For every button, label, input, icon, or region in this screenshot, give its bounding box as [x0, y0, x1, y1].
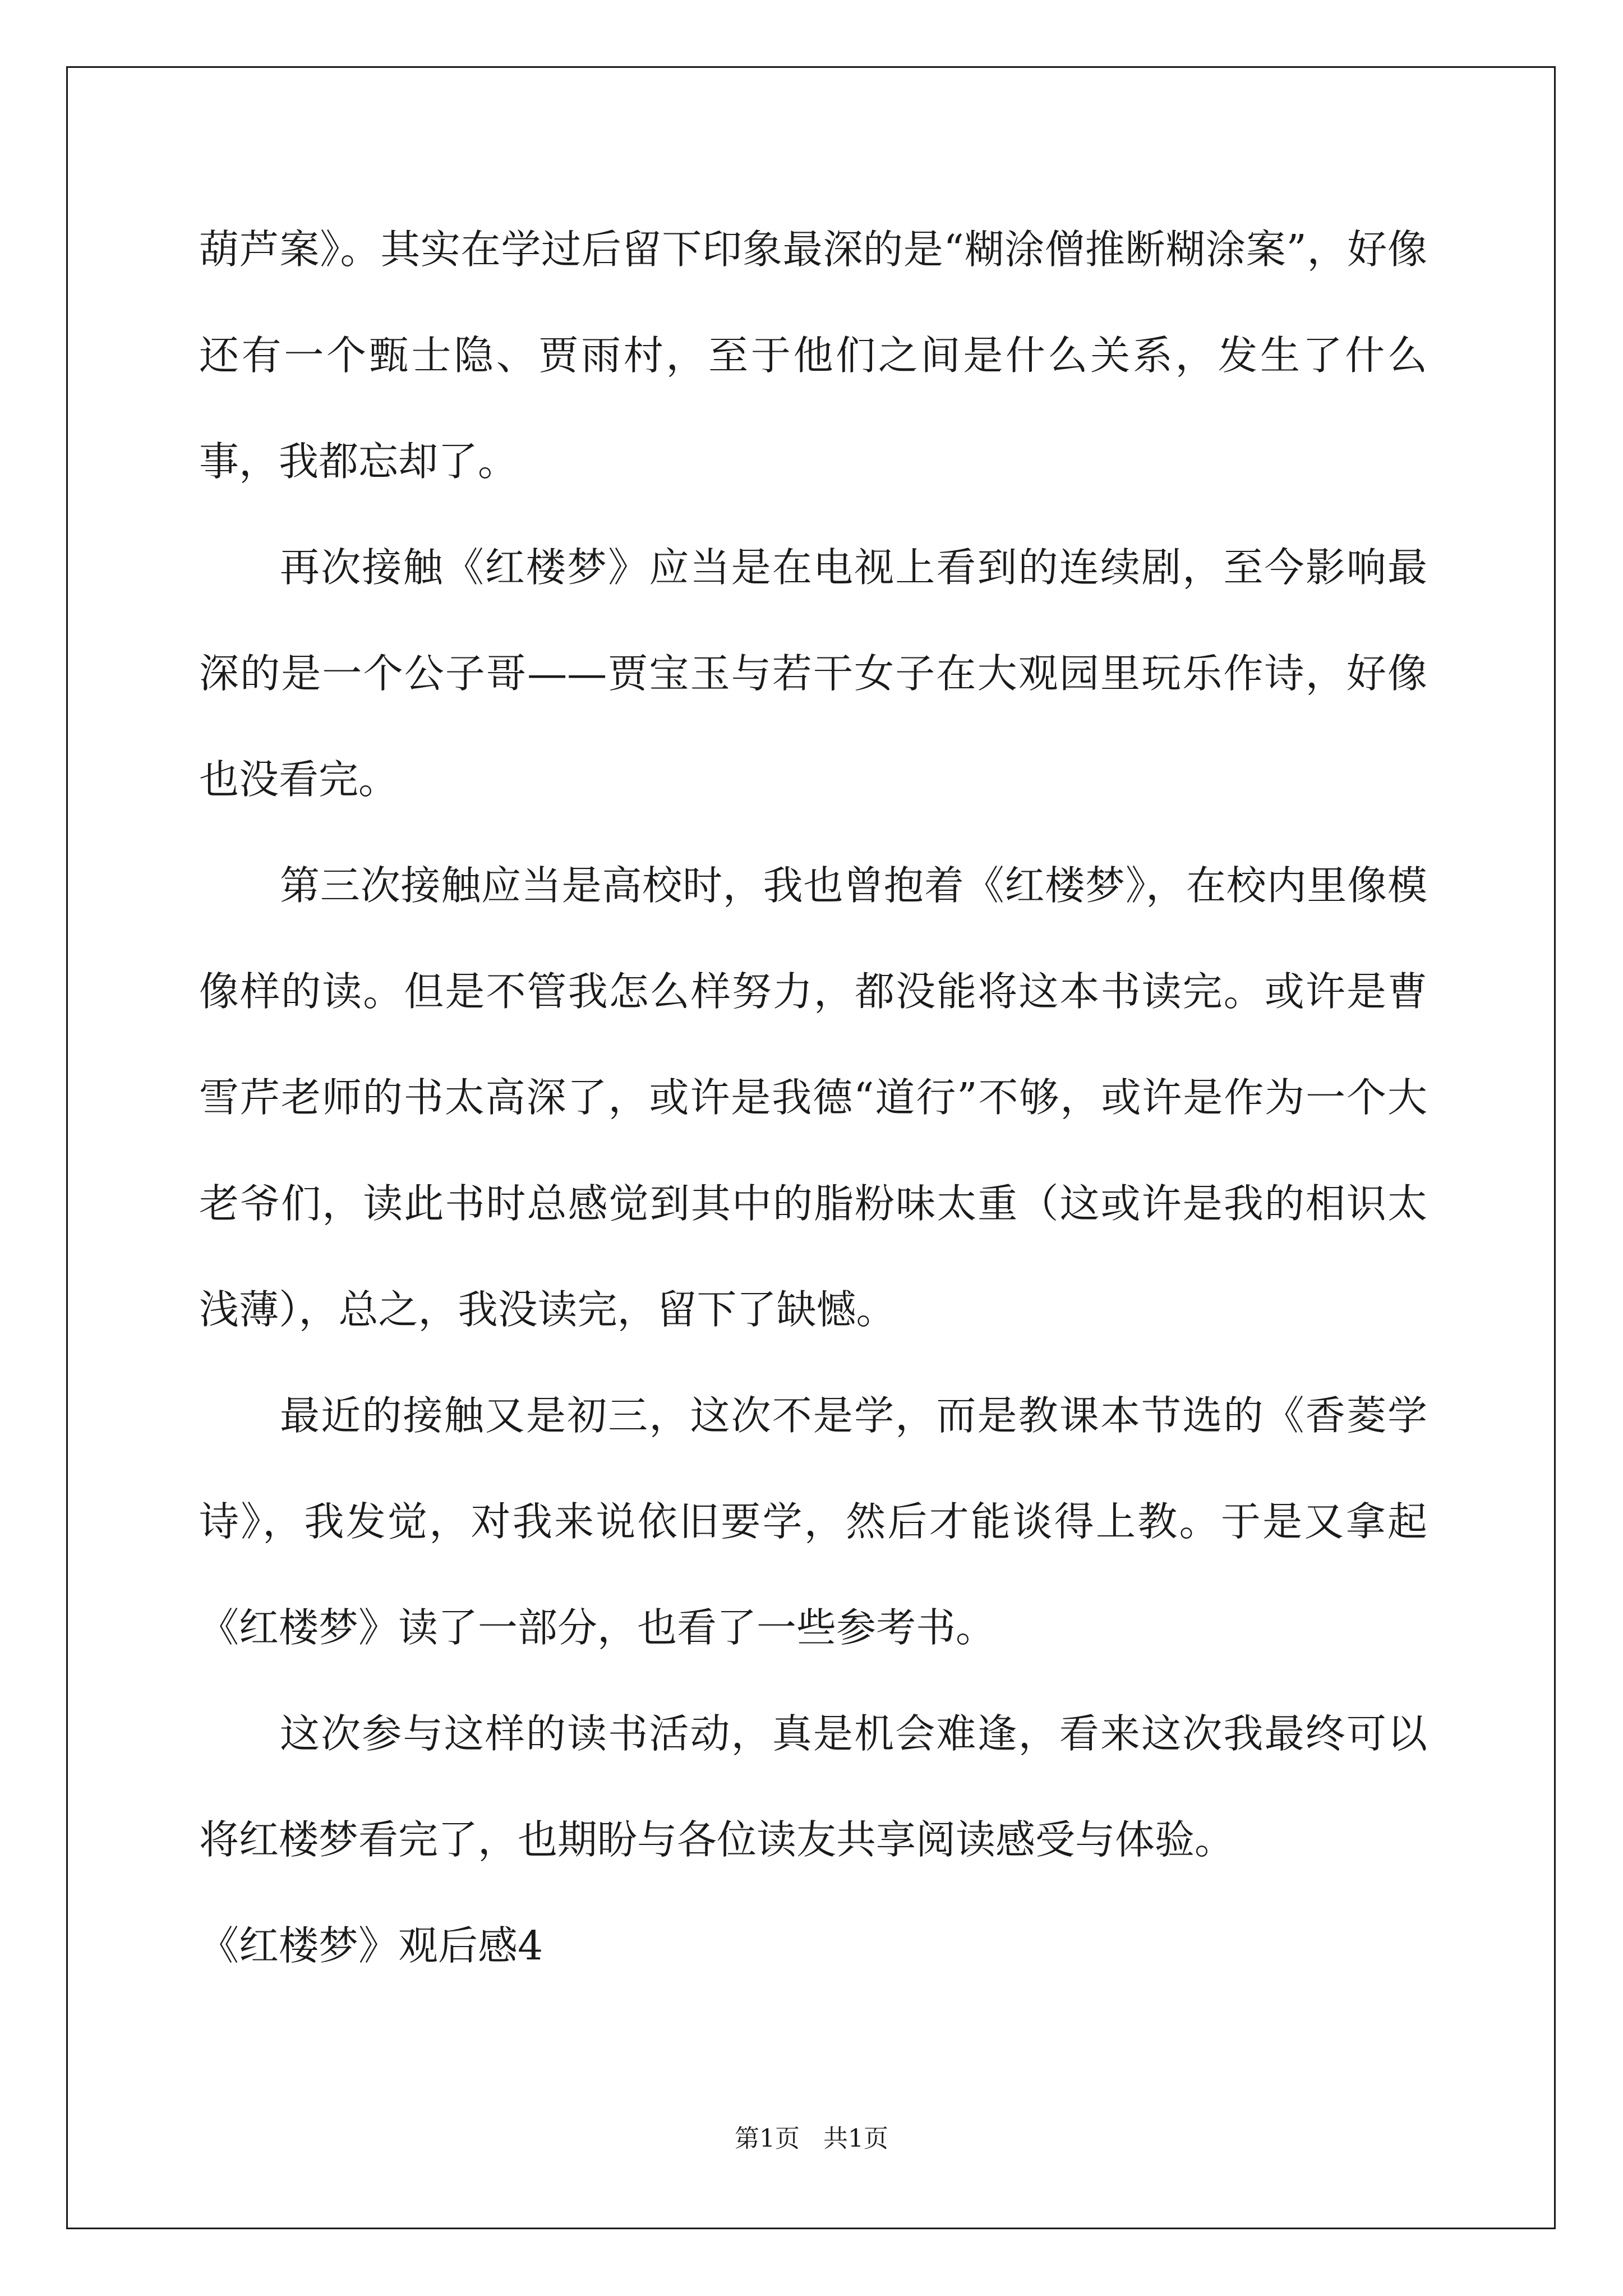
paragraph-reading-activity: 这次参与这样的读书活动，真是机会难逢，看来这次我最终可以将红楼梦看完了，也期盼与各位读友共享阅读感受与体验。	[199, 1710, 1427, 1863]
paragraph-university: 第三次接触应当是高校时，我也曾抱着《红楼梦》，在校内里像模像样的读。但是不管我怎么样努力，都没能将这本书读完。或许是曹雪芹老师的书太高深了，或许是我德“道行”不够，或许是作为一个大老爷们，读此书时总感觉到其中的脂粉味太重（这或许是我的相识太浅薄），总之，我没读完，留下了缺憾。	[199, 862, 1427, 1333]
page-footer: 第1页 共1页	[735, 2124, 888, 2153]
document-body	[199, 196, 1427, 1999]
paragraph-tv-series: 再次接触《红楼梦》应当是在电视上看到的连续剧，至今影响最深的是一个公子哥——贾宝玉与若干女子在大观园里玩乐作诗，好像也没看完。	[199, 544, 1427, 803]
paragraph-teaching: 最近的接触又是初三，这次不是学，而是教课本节选的《香菱学诗》，我发觉，对我来说依旧要学，然后才能谈得上教。于是又拿起《红楼梦》读了一部分，也看了一些参考书。	[199, 1392, 1427, 1651]
section-heading: 《红楼梦》观后感4	[199, 1922, 543, 1969]
paragraph-continuation: 葫芦案》。其实在学过后留下印象最深的是“糊涂僧推断糊涂案”，好像还有一个甄士隐、贾雨村，至于他们之间是什么关系，发生了什么事，我都忘却了。	[199, 226, 1427, 485]
